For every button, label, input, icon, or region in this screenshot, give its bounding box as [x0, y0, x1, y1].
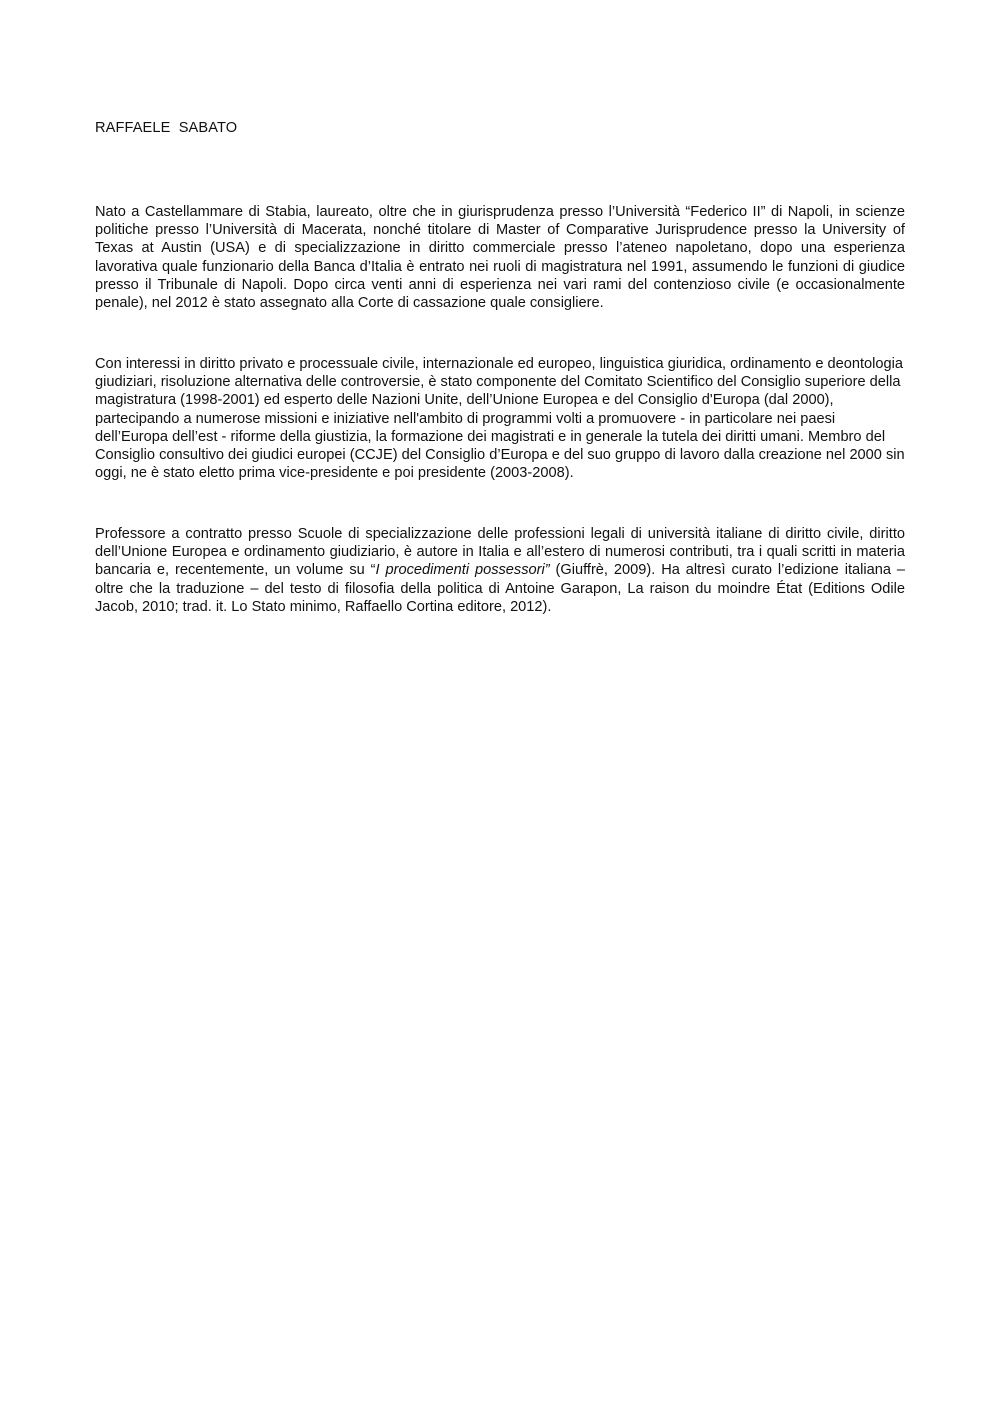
- publications-text-before-title: Professore a contratto presso Scuole di specializzazione delle professioni legali di università italiane di diritto civile, diritto dell’Unione Europea e ordinamento giudiziario, è autore in Italia e all’estero di numerosi contributi, tra i quali scritti in materia bancaria e, recentemente, un volume su “: [95, 526, 905, 579]
- book-title: I procedimenti possessori”: [375, 562, 550, 579]
- author-name: RAFFAELE SABATO: [95, 120, 238, 136]
- publications-text-after-title: (Giuffrè, 2009). Ha altresì curato l’edizione italiana – oltre che la traduzione – del testo di filosofia della politica di Antoine Garapon, La raison du moindre État (Editions Odile Jacob, 2010; trad. it. Lo Stato minimo, Raffaello Cortina editore, 2012).: [95, 562, 905, 615]
- biography-paragraph-teaching-publications: [95, 525, 905, 616]
- biography-paragraph-interests-roles: Con interessi in diritto privato e processuale civile, internazionale ed europeo, linguistica giuridica, ordinamento e deontologia giudiziari, risoluzione alternativa delle controversie, è stato componente del Comitato Scientifico del Consiglio superiore della magistratura (1998-2001) ed esperto delle Nazioni Unite, dell’Unione Europea e del Consiglio d'Europa (dal 2000), partecipando a numerose missioni e iniziative nell'ambito di programmi volti a promuovere - in particolare nei paesi dell’Europa dell’est - riforme della giustizia, la formazione dei magistrati e in generale la tutela dei diritti umani. Membro del Consiglio consultivo dei giudici europei (CCJE) del Consiglio d’Europa e del suo gruppo di lavoro dalla creazione nel 2000 sin oggi, ne è stato eletto prima vice-presidente e poi presidente (2003-2008).: [95, 356, 905, 482]
- biography-paragraph-education-career: Nato a Castellammare di Stabia, laureato, oltre che in giurisprudenza presso l’Università “Federico II” di Napoli, in scienze politiche presso l’Università di Macerata, nonché titolare di Master of Comparative Jurisprudence presso la University of Texas at Austin (USA) e di specializzazione in diritto commerciale presso l’ateneo napoletano, dopo una esperienza lavorativa quale funzionario della Banca d’Italia è entrato nei ruoli di magistratura nel 1991, assumendo le funzioni di giudice presso il Tribunale di Napoli. Dopo circa venti anni di esperienza nei vari rami del contenzioso civile (e occasionalmente penale), nel 2012 è stato assegnato alla Corte di cassazione quale consigliere.: [95, 204, 905, 312]
